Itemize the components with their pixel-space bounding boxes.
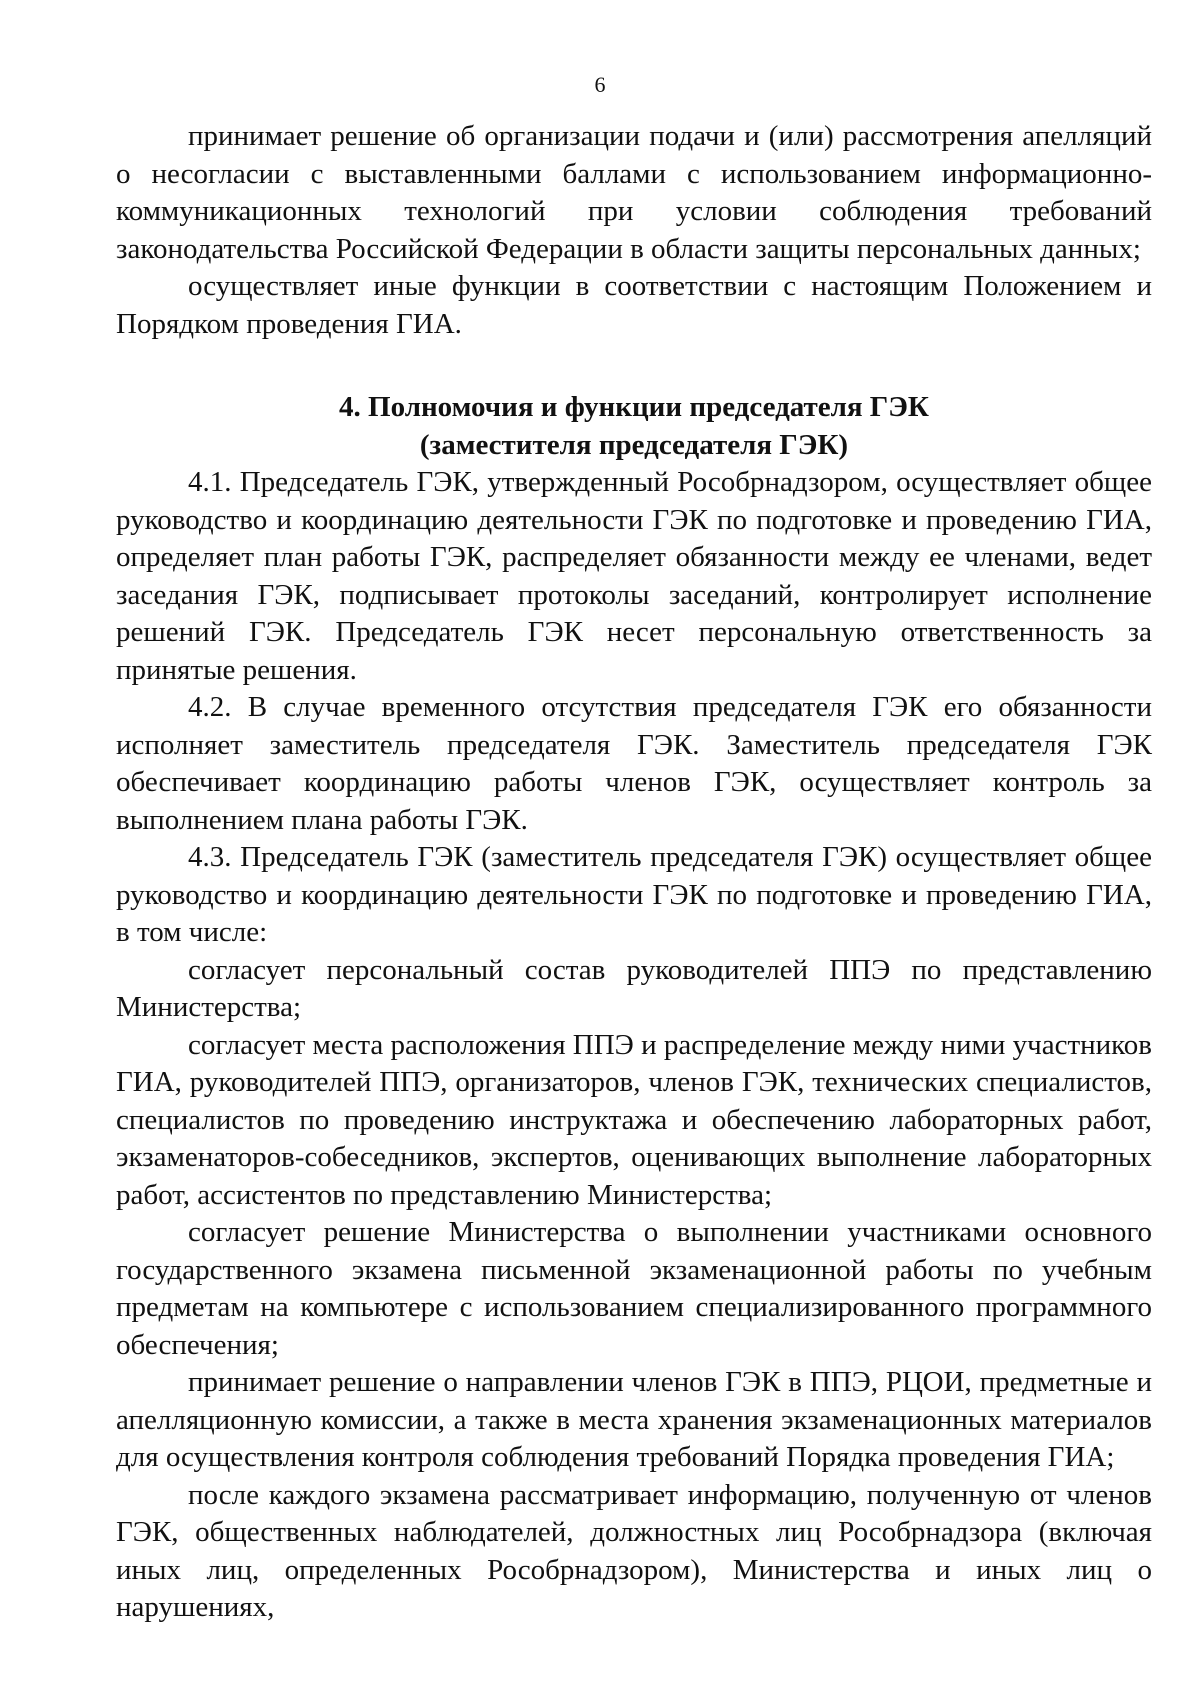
- paragraph-4-3: 4.3. Председатель ГЭК (заместитель председателя ГЭК) осуществляет общее руководство и координацию деятельности ГЭК по подготовке и проведению ГИА, в том числе:: [116, 841, 1152, 948]
- section-heading-line-2: (заместителя председателя ГЭК): [419, 428, 849, 461]
- paragraph-members-assignment: принимает решение о направлении членов ГЭК в ППЭ, РЦОИ, предметные и апелляционную комиссии, а также в места хранения экзаменационных материалов для осуществления контроля соблюдения требований Порядка проведения ГИА;: [116, 1366, 1152, 1473]
- paragraph-4-1: 4.1. Председатель ГЭК, утвержденный Рособрнадзором, осуществляет общее руководство и координацию деятельности ГЭК по подготовке и проведению ГИА, определяет план работы ГЭК, распределяет обязанности между ее членами, ведет заседания ГЭК, подписывает протоколы заседаний, контролирует исполнение решений ГЭК. Председатель ГЭК несет персональную ответственность за принятые решения.: [116, 466, 1152, 686]
- paragraph-locations-approval: согласует места расположения ППЭ и распределение между ними участников ГИА, руководителей ППЭ, организаторов, членов ГЭК, технических специалистов, специалистов по проведению инструктажа и обеспечению лабораторных работ, экзаменаторов-собеседников, экспертов, оценивающих выполнение лабораторных работ, ассистентов по представлению Министерства;: [116, 1028, 1152, 1211]
- paragraph-violations-review: после каждого экзамена рассматривает информацию, полученную от членов ГЭК, общественных наблюдателей, должностных лиц Рособрнадзора (включая иных лиц, определенных Рособрнадзором), Министерства и иных лиц о нарушениях,: [116, 1478, 1152, 1623]
- paragraph-other-functions: осуществляет иные функции в соответствии с настоящим Положением и Порядком проведения ГИА.: [116, 270, 1152, 340]
- paragraph-staff-approval: согласует персональный состав руководителей ППЭ по представлению Министерства;: [116, 953, 1152, 1023]
- paragraph-appeals-decision: принимает решение об организации подачи и (или) рассмотрения апелляций о несогласии с выставленными баллами с использованием информационно-коммуникационных технологий при условии соблюдения требований законодательства Российской Федерации в области защиты персональных данных;: [116, 120, 1152, 265]
- paragraph-4-2: 4.2. В случае временного отсутствия председателя ГЭК его обязанности исполняет заместитель председателя ГЭК. Заместитель председателя ГЭК обеспечивает координацию работы членов ГЭК, осуществляет контроль за выполнением плана работы ГЭК.: [116, 691, 1152, 836]
- document-body: [116, 118, 1152, 1627]
- paragraph-computer-exam-approval: согласует решение Министерства о выполнении участниками основного государственного экзамена письменной экзаменационной работы по учебным предметам на компьютере с использованием специализированного программного обеспечения;: [116, 1216, 1152, 1361]
- page-number: 6: [594, 72, 606, 97]
- section-heading-line-1: 4. Полномочия и функции председателя ГЭК: [339, 391, 929, 423]
- section-heading: [116, 389, 1152, 464]
